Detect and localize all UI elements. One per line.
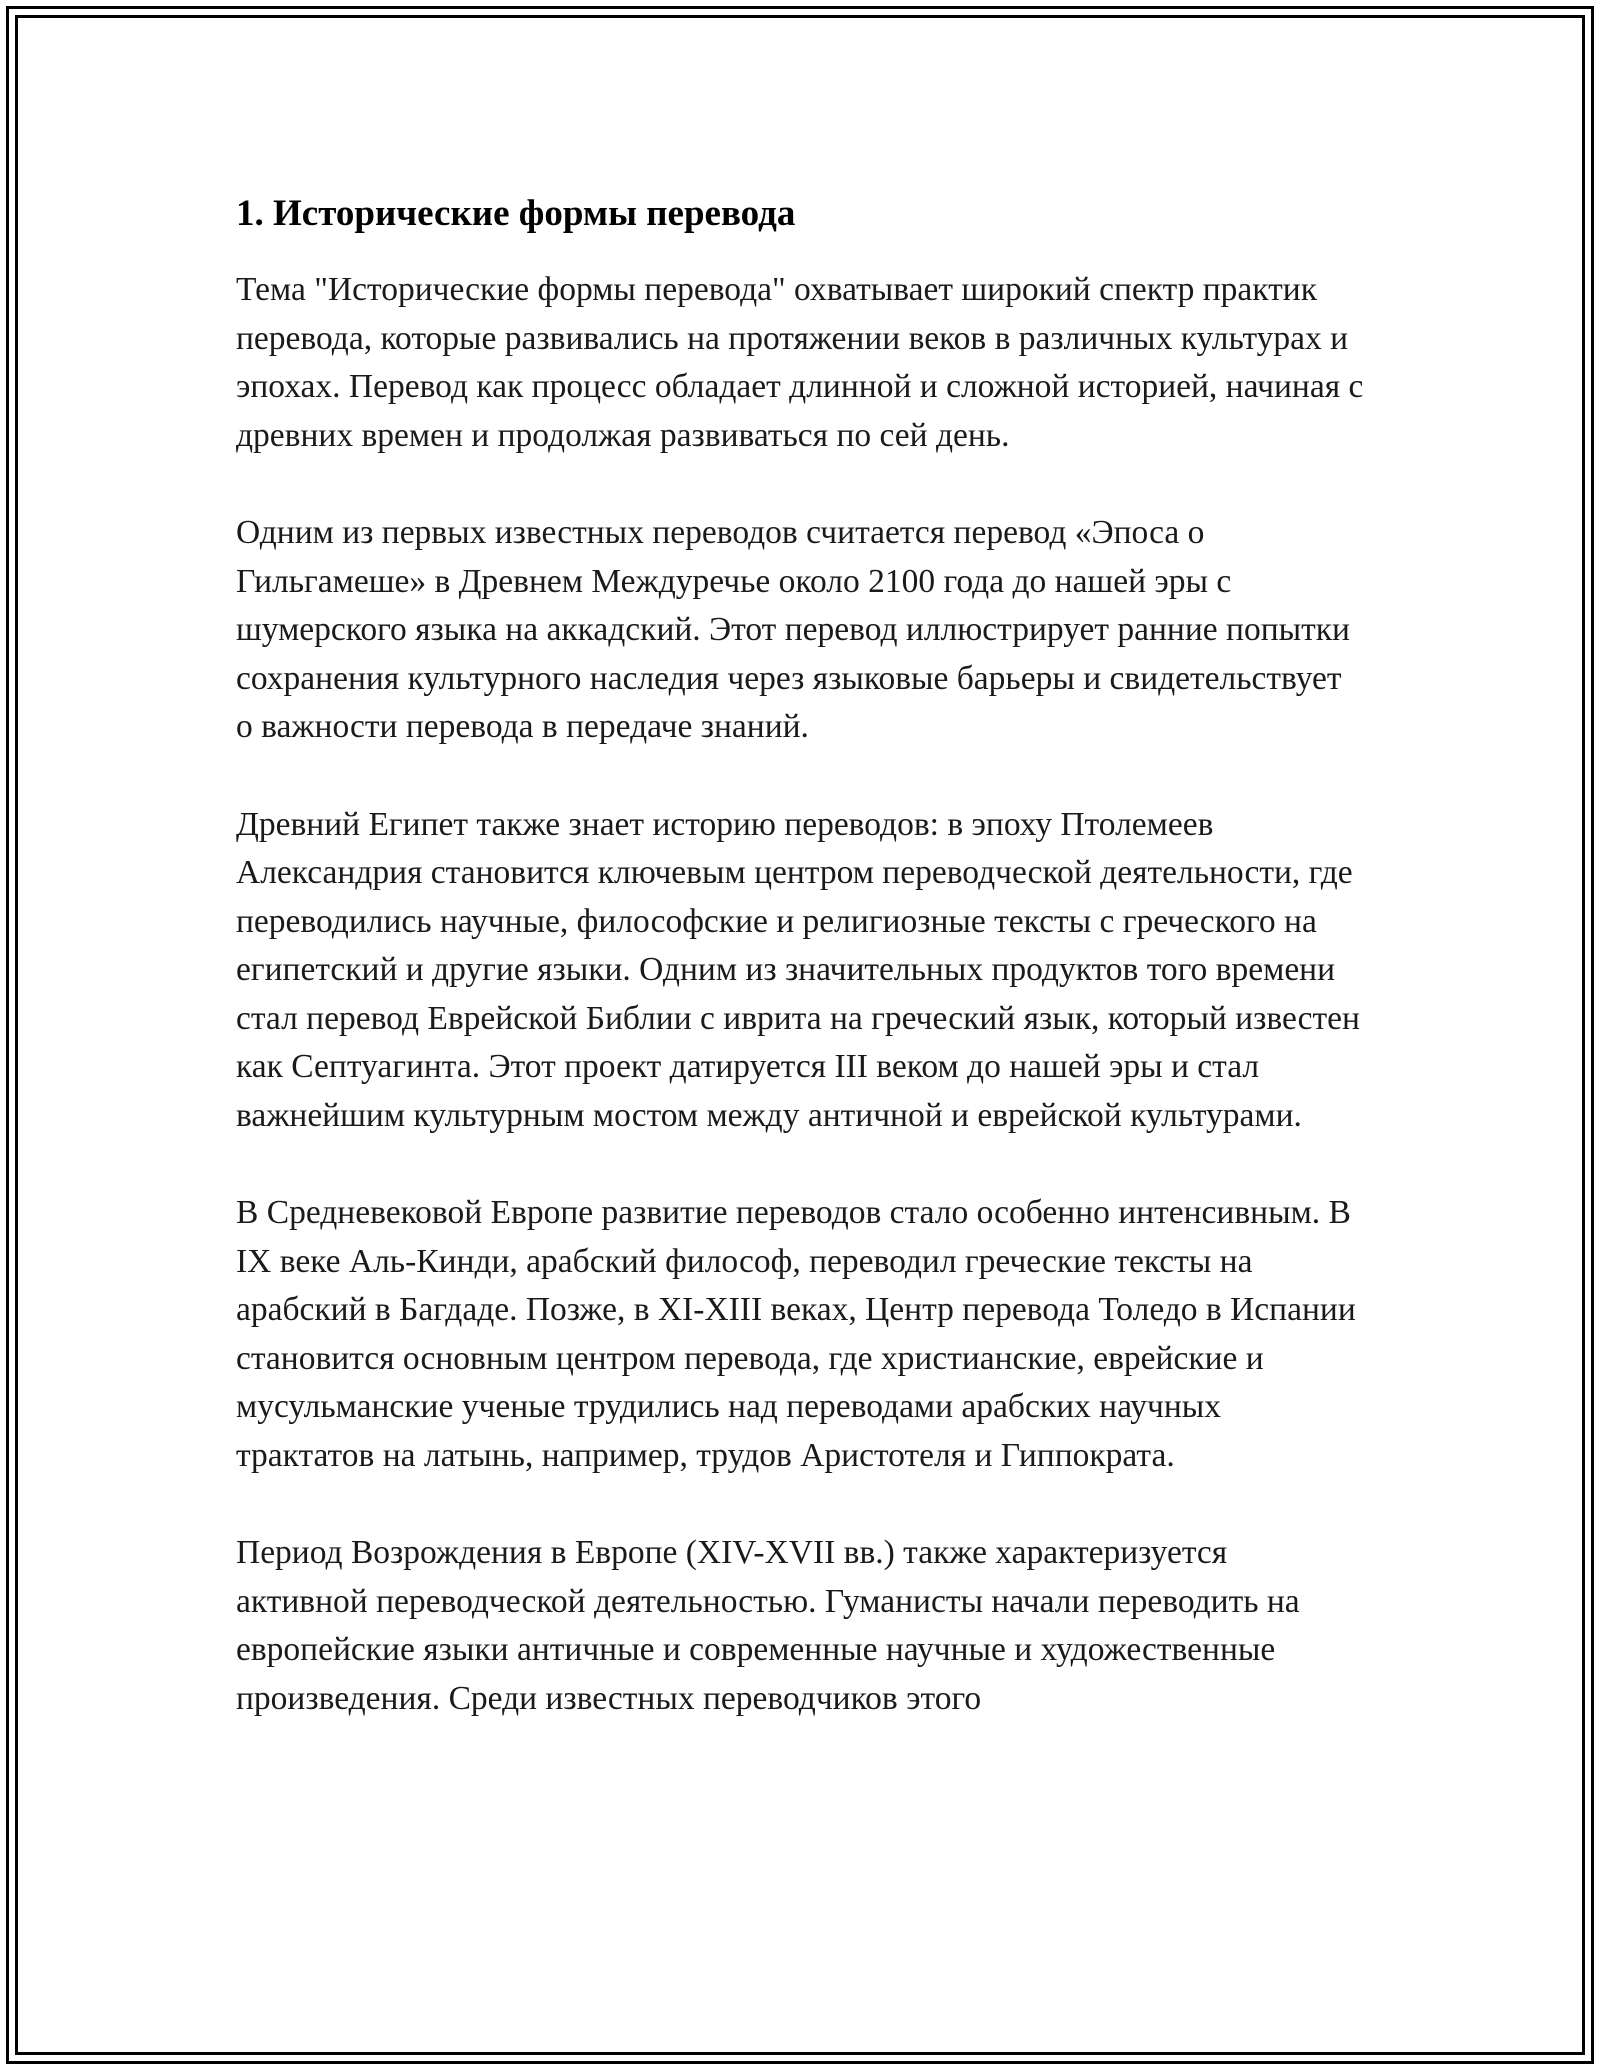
document-body [236, 188, 1366, 1772]
paragraph-gilgamesh: Одним из первых известных переводов считается перевод «Эпоса о Гильгамеше» в Древнем Междуречье около 2100 года до нашей эры с шумерского языка на аккадский. Этот перевод иллюстрирует ранние попытки сохранения культурного наследия через языковые барьеры и свидетельствует о важности перевода в передаче знаний. [236, 514, 1350, 745]
paragraph-renaissance: Период Возрождения в Европе (XIV-XVII вв.) также характеризуется активной переводческой деятельностью. Гуманисты начали переводить на европейские языки античные и современные научные и художественные произведения. Среди известных переводчиков этого [236, 1534, 1300, 1717]
section-heading: 1. Исторические формы перевода [236, 193, 796, 234]
paragraph-medieval-europe: В Средневековой Европе развитие переводов стало особенно интенсивным. В IX веке Аль-Кинди, арабский философ, переводил греческие тексты на арабский в Багдаде. Позже, в XI-XIII веках, Центр перевода Толедо в Испании становится основным центром перевода, где христианские, еврейские и мусульманские ученые трудились над переводами арабских научных трактатов на латынь, например, трудов Аристотеля и Гиппократа. [236, 1194, 1356, 1474]
paragraph-egypt: Древний Египет также знает историю переводов: в эпоху Птолемеев Александрия становится ключевым центром переводческой деятельности, где переводились научные, философские и религиозные тексты с греческого на египетский и другие языки. Одним из значительных продуктов того времени стал перевод Еврейской Библии с иврита на греческий язык, который известен как Септуагинта. Этот проект датируется III веком до нашей эры и стал важнейшим культурным мостом между античной и еврейской культурами. [236, 805, 1360, 1134]
paragraph-intro: Тема "Исторические формы перевода" охватывает широкий спектр практик перевода, которые развивались на протяжении веков в различных культурах и эпохах. Перевод как процесс обладает длинной и сложной историей, начиная с древних времен и продолжая развиваться по сей день. [236, 271, 1364, 454]
